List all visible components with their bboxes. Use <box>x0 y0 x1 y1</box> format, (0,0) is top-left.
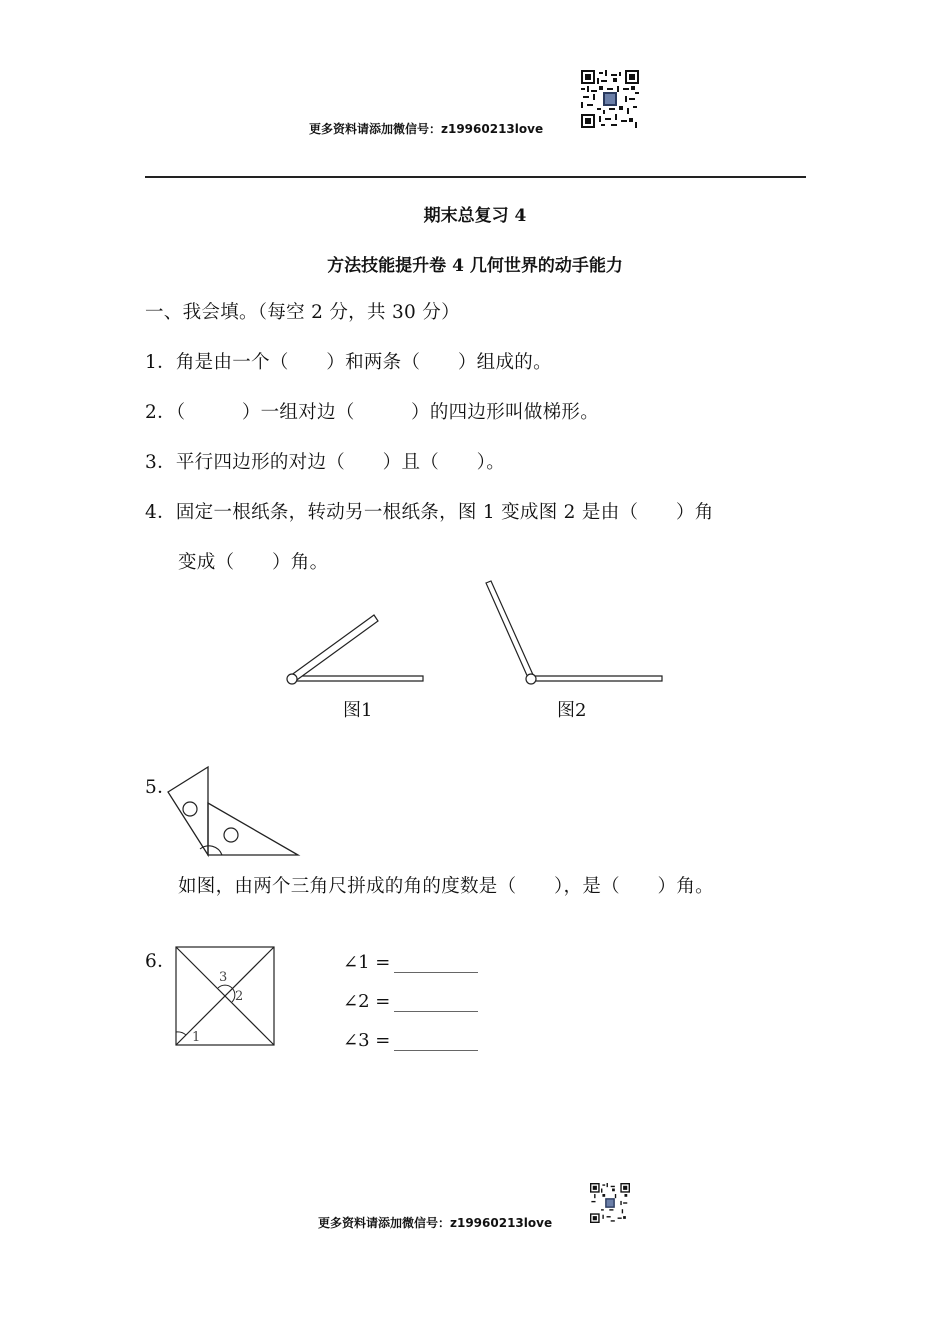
square-label-3: 3 <box>219 970 228 985</box>
footer-qr-code <box>590 1183 630 1223</box>
angle-1-label: ∠1 = <box>343 952 391 973</box>
header-wechat-text: 更多资料请添加微信号：z19960213love <box>309 122 544 136</box>
angle-3-row <box>343 1030 478 1051</box>
header-rule <box>145 176 806 178</box>
footer-wechat-text: 更多资料请添加微信号：z19960213love <box>318 1216 553 1230</box>
figure-1-caption: 图1 <box>343 700 373 721</box>
angle-3-answer-blank[interactable] <box>394 1032 478 1051</box>
set-squares-figure <box>160 763 305 859</box>
question-6-number: 6． <box>145 951 176 972</box>
angle-3-label: ∠3 = <box>343 1030 391 1051</box>
square-label-2: 2 <box>235 989 244 1004</box>
angle-1-answer-blank[interactable] <box>394 954 478 973</box>
question-4-line1: 4．固定一根纸条，转动另一根纸条，图 1 变成图 2 是由（ ）角 <box>145 502 714 523</box>
figure-1-drawing <box>287 615 423 684</box>
header-qr-code <box>581 70 639 128</box>
figure-2-caption: 图2 <box>557 700 587 721</box>
rotating-strips-figures <box>270 570 690 695</box>
square-with-diagonals-figure <box>170 942 280 1048</box>
angle-2-answer-blank[interactable] <box>394 993 478 1012</box>
angle-2-label: ∠2 = <box>343 991 391 1012</box>
figure-2-drawing <box>486 581 662 684</box>
question-5-number: 5． <box>145 777 176 798</box>
square-label-1: 1 <box>192 1030 201 1045</box>
angle-2-row <box>343 991 478 1012</box>
page-title: 期末总复习 4 <box>423 206 527 226</box>
question-1: 1．角是由一个（ ）和两条（ ）组成的。 <box>145 352 552 373</box>
angle-1-row <box>343 952 478 973</box>
page-subtitle: 方法技能提升卷 4 几何世界的动手能力 <box>327 256 623 276</box>
question-3: 3．平行四边形的对边（ ）且（ ）。 <box>145 452 506 473</box>
question-5-text: 如图，由两个三角尺拼成的角的度数是（ ），是（ ）角。 <box>178 876 714 897</box>
question-2: 2．（ ）一组对边（ ）的四边形叫做梯形。 <box>145 402 600 423</box>
section-heading: 一、我会填。（每空 2 分，共 30 分） <box>145 302 460 323</box>
question-4-line2: 变成（ ）角。 <box>178 552 329 573</box>
